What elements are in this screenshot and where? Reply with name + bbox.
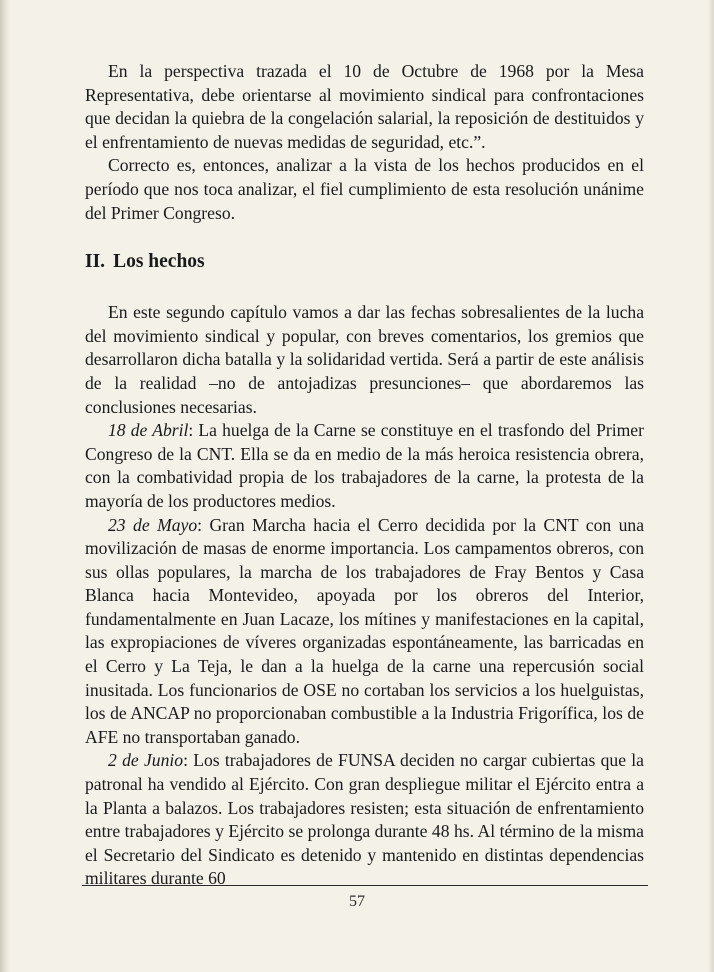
footer-rule <box>82 885 648 886</box>
page-number: 57 <box>349 893 365 910</box>
body-paragraph-1: En este segundo capítulo vamos a dar las fechas sobresalientes de la lucha del movimiento sindical y popular, con breves comentarios, los gremios que desarrollaron dicha batalla y la solidaridad vertida. Será a partir de este análisis de la realidad –no de antojadizas presunciones– que abordaremos las conclusiones necesarias. <box>85 302 644 417</box>
entry-date: 2 de Junio <box>108 750 184 771</box>
intro-paragraph-2: Correcto es, entonces, analizar a la vista de los hechos producidos en el período que nos toca analizar, el fiel cumplimiento de esta resolución unánime del Primer Congreso. <box>85 155 644 223</box>
section-number: II. <box>85 251 106 273</box>
section-title: Los hechos <box>113 251 205 273</box>
page-text <box>85 60 644 891</box>
entry-date: 18 de Abril <box>108 420 189 441</box>
section-heading <box>85 249 644 275</box>
entry-date: 23 de Mayo <box>108 514 198 535</box>
intro-paragraph-1: En la perspectiva trazada el 10 de Octubre de 1968 por la Mesa Representativa, debe orientarse al movimiento sindical para confrontaciones que decidan la quiebra de la congelación salarial, la reposición de destituidos y el enfrentamiento de nuevas medidas de seguridad, etc.”. <box>85 61 644 152</box>
page-gutter-shadow <box>0 0 10 972</box>
entry-paragraph <box>85 749 644 891</box>
entry-text: : La huelga de la Carne se constituye en el trasfondo del Primer Congreso de la CNT. Ella se da en medio de la más heroica resistencia obrera, con la combatividad propia de los trabajadores de la carne, la protesta de la mayoría de los productores medios. <box>85 420 644 511</box>
entry-paragraph <box>85 514 644 750</box>
entry-text: : Gran Marcha hacia el Cerro decidida por la CNT con una movilización de masas de enorme importancia. Los campamentos obreros, con sus ollas populares, la marcha de los trabajadores de Fray Bentos y Casa Blanca hacia Montevideo, apoyada por los obreros del Interior, fundamentalmente en Juan Lacaze, los mítines y manifestaciones en la capital, las expropiaciones de víveres organizadas espontáneamente, las barricadas en el Cerro y La Teja, le dan a la huelga de la carne una repercusión social inusitada. Los funcionarios de OSE no cortaban los servicios a los huelguistas, los de ANCAP no proporcionaban combustible a la Industria Frigorífica, los de AFE no transportaban ganado. <box>85 514 645 747</box>
entry-text: : Los trabajadores de FUNSA deciden no cargar cubiertas que la patronal ha vendido al Ejército. Con gran despliegue militar el Ejército entra a la Planta a balazos. Los trabajadores resisten; esta situación de enfrentamiento entre trabajadores y Ejército se prolonga durante 48 hs. Al término de la misma el Secretario del Sindicato es detenido y mantenido en distintas dependencias militares durante 60 <box>85 750 644 889</box>
entry-paragraph <box>85 419 644 513</box>
page-edge-shadow <box>708 0 714 972</box>
